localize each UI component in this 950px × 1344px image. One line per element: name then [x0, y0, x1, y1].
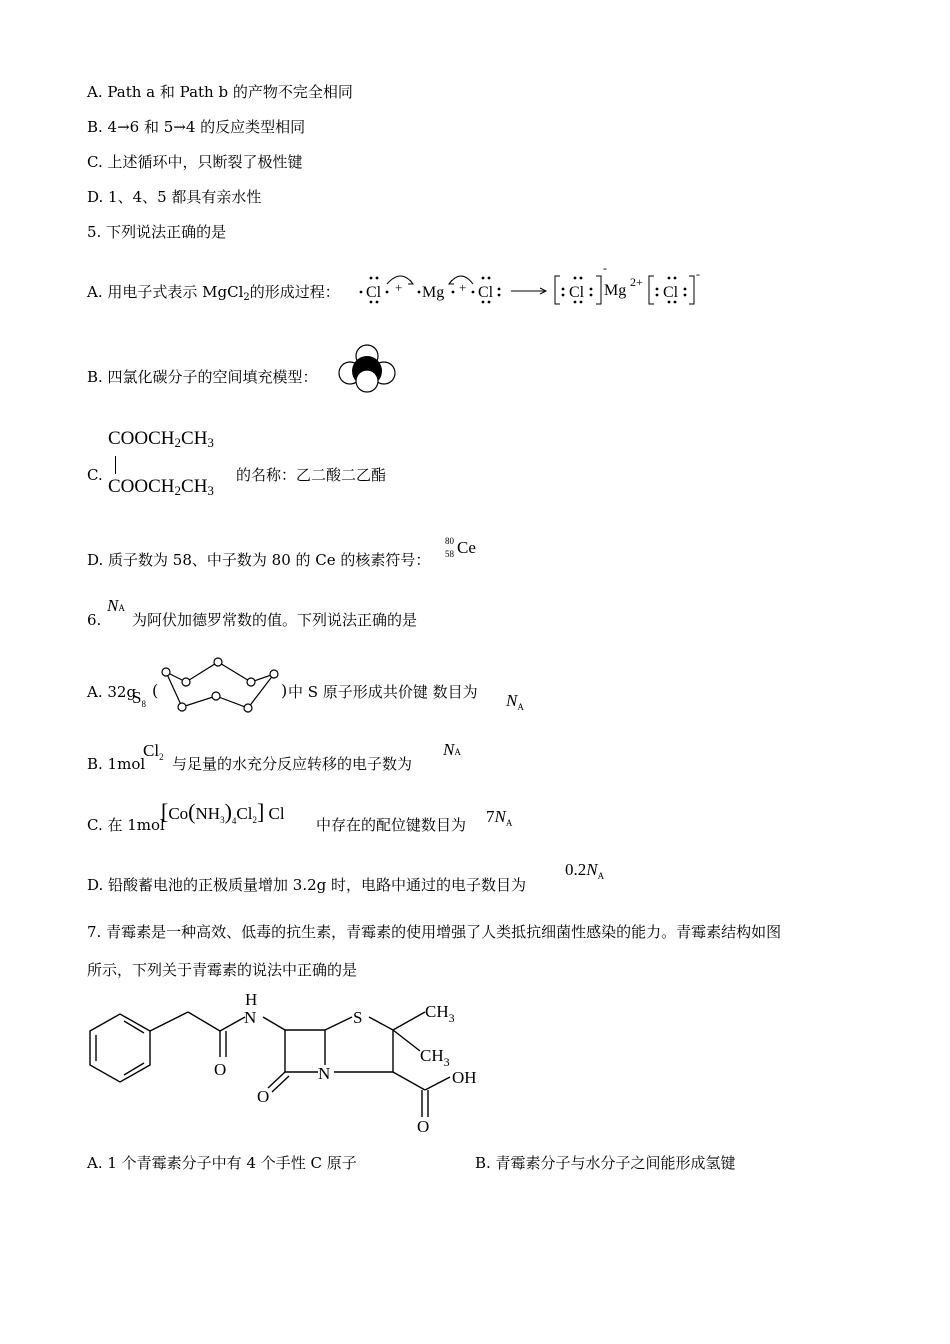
q6-b-prefix: B. 1mol: [87, 755, 146, 773]
q5-option-a: [87, 282, 340, 308]
q5-stem: 5. 下列说法正确的是: [87, 223, 227, 241]
q5-a-suffix: 的形成过程：: [249, 283, 340, 301]
q6-option-d: D. 铅酸蓄电池的正极质量增加 3.2g 时，电路中通过的电子数目为: [87, 876, 527, 894]
mg-ion-label: Mg: [604, 282, 627, 299]
s8-paren-close: ): [281, 681, 288, 700]
cl-ion-right-label: Cl: [663, 284, 679, 301]
methyl-1-label: $CH_3$: [425, 1002, 455, 1025]
ester-line-1: $COOCH_2CH_3$: [108, 428, 214, 450]
lactam-n-label: N: [318, 1064, 331, 1083]
q6-a-prefix: A. 32g: [87, 683, 137, 701]
carboxyl-oh-label: OH: [452, 1068, 477, 1087]
q5-c-prefix: C.: [87, 466, 103, 484]
q6-b-cl2: $Cl_2$: [143, 741, 164, 762]
cl-atom-right: [472, 277, 501, 304]
q6-a-na: $N_A$: [506, 691, 524, 712]
q5-a-sub: 2: [243, 292, 250, 303]
q6-a-suffix: 中 S 原子形成共价键 数目为: [288, 683, 478, 701]
q6-c-complex-formula: $[Co(NH_3)_4Cl_2]$ Cl: [161, 799, 285, 826]
plus-2: +: [459, 280, 467, 295]
q6-c-answer: $7N_A$: [486, 807, 513, 828]
ce-atomic-number: 58: [445, 549, 454, 559]
q5-c-structure: [108, 428, 214, 502]
q5-c-suffix: 的名称：乙二酸二乙酯: [236, 466, 387, 484]
q5-option-d: D. 质子数为 58、中子数为 80 的 Ce 的核素符号：: [87, 551, 431, 569]
q4-option-a: A. Path a 和 Path b 的产物不完全相同: [87, 83, 353, 101]
s8-label: $S_8$: [132, 688, 146, 709]
q6-number: 6.: [87, 611, 102, 629]
mg-ion-charge: 2+: [630, 275, 643, 289]
cl-ion-left-charge: -: [603, 262, 607, 275]
q6-c-prefix: C. 在 1mol: [87, 816, 165, 834]
q6-c-suffix: 中存在的配位键数目为: [316, 816, 467, 834]
amide-o-label: O: [214, 1060, 227, 1079]
q6-b-na: NA: [443, 740, 461, 759]
q4-option-b: B. 4→6 和 5→4 的反应类型相同: [87, 118, 306, 136]
thiazolidine-s-label: S: [353, 1008, 363, 1027]
q6-b-suffix: 与足量的水充分反应转移的电子数为: [172, 755, 413, 773]
ce-symbol: Ce: [457, 538, 476, 557]
cl-left-label: Cl: [366, 284, 382, 301]
ce-mass-number: 80: [445, 536, 454, 546]
cl-right-label: Cl: [478, 284, 494, 301]
q6-stem: 为阿伏加德罗常数的值。下列说法正确的是: [132, 611, 418, 629]
q7-stem-line-2: 所示，下列关于青霉素的说法中正确的是: [87, 961, 358, 979]
methyl-2-label: $CH_3$: [420, 1046, 450, 1069]
s8-ring-structure: [156, 652, 284, 714]
ester-bond: [108, 454, 214, 476]
q6-d-answer: $0.2N_A$: [565, 860, 605, 881]
q7-option-a: A. 1 个青霉素分子中有 4 个手性 C 原子: [87, 1154, 357, 1172]
q4-option-c: C. 上述循环中，只断裂了极性键: [87, 153, 303, 171]
q7-stem-line-1: 7. 青霉素是一种高效、低毒的抗生素，青霉素的使用增强了人类抵抗细菌性感染的能力。青霉素结构如图: [87, 923, 782, 941]
cl-ion-right-charge: -: [696, 267, 700, 281]
carboxyl-o-label: O: [417, 1117, 430, 1135]
mgcl2-formation-diagram: [355, 262, 705, 308]
s8-paren-open: (: [152, 681, 159, 700]
q4-option-d: D. 1、4、5 都具有亲水性: [87, 188, 262, 206]
q5-a-prefix: A. 用电子式表示 MgCl: [87, 283, 244, 301]
mg-atom-label: Mg: [422, 284, 445, 301]
q5-option-b: B. 四氯化碳分子的空间填充模型：: [87, 368, 318, 386]
cl-atom-left: [360, 277, 389, 304]
ccl4-space-filling-model: [338, 340, 396, 396]
lactam-o-label: O: [257, 1087, 270, 1106]
plus-1: +: [395, 280, 403, 295]
cl-ion-left-label: Cl: [569, 284, 585, 301]
ester-line-2: $COOCH_2CH_3$: [108, 476, 214, 498]
q6-na-symbol: NA: [107, 596, 125, 615]
q7-option-b: B. 青霉素分子与水分子之间能形成氢键: [475, 1154, 736, 1172]
ce-nuclide-symbol: [445, 536, 485, 566]
amide-n-label: N: [244, 1008, 257, 1027]
amide-h-label: H: [245, 990, 258, 1009]
penicillin-structure: [80, 985, 500, 1135]
